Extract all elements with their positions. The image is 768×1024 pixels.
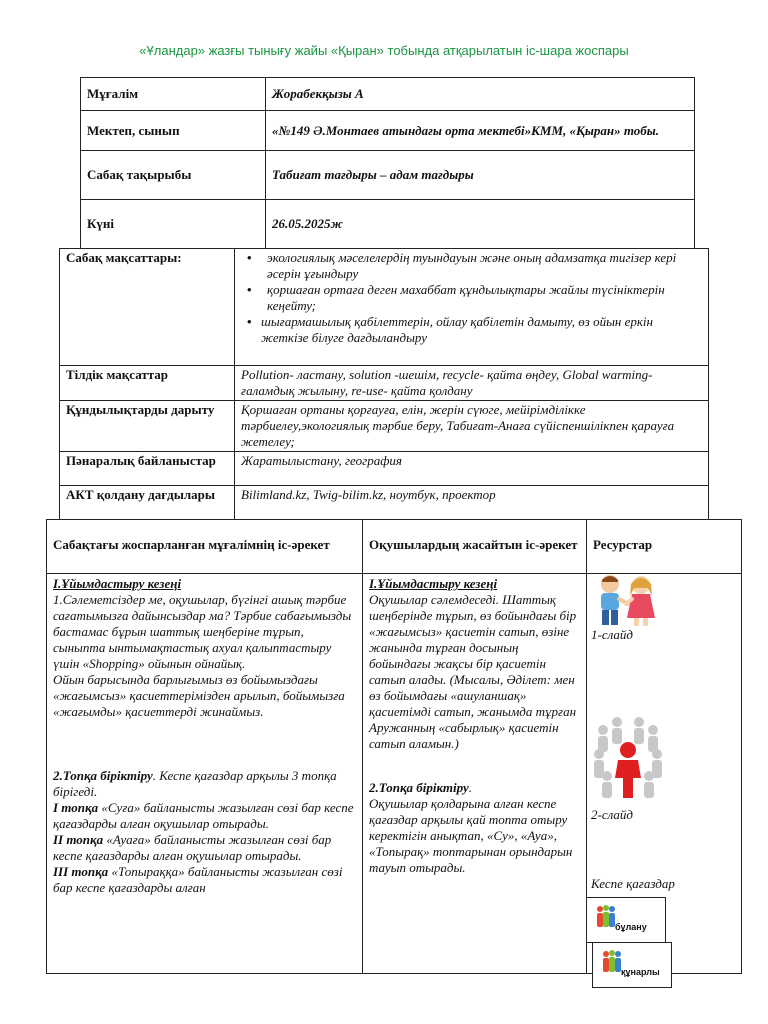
word-card [592, 942, 672, 988]
slide-2-label: 2-слайд [591, 807, 634, 822]
goals-label: Сабақ мақсаттары: [60, 249, 235, 366]
paragraph: 2.Топқа біріктіру. Кеспе қағаздар арқылы 3 топқа бірігеді. [53, 768, 337, 799]
goal-item: • экологиялық мәселелердің туындауын және оның адамзатқа тигізер кері әсерін ұғындыру [247, 250, 677, 281]
paragraph: Оқушылар сәлемдеседі. Шаттық шеңберінде тұрып, өз бойындағы бір «жағымсыз» қасиетін сатып, өзіне жанында тұрған досының бойындағы жақсы бір қасиетін сатып алады. (Мысалы, Әділет: мен өз бойымдағы «ашуланшақ» қасиетімді сатып, жанымда тұрған Аружанның «сабырлық» қасиетін сатып аламын.) [369, 592, 577, 751]
spacer [369, 752, 580, 780]
student-activities [363, 574, 587, 974]
row-value: Pollution- ластану, solution -шешім, recycle- қайта өңдеу, Global warming- ғаламдық жылыну, re-use- қайта қолдану [235, 366, 709, 401]
paragraph: ІІ топқа «Ауаға» байланысты жазылған сөзі бар кеспе қағаздарды алған оқушылар отырады. [53, 832, 332, 863]
word-card-text: құнарлы [621, 967, 660, 977]
slide-1-label: 1-слайд [591, 627, 634, 642]
goal-item: • шығармашылық қабілеттерін, ойлау қабілетін дамыту, өз ойын еркін жеткізе білуге дағдыландыру [247, 314, 653, 345]
teacher-column-header: Сабақтағы жоспарланған мұғалімнің іс-әрекет [47, 520, 363, 574]
bullet-icon: • [247, 314, 252, 329]
students-column-header: Оқушылардың жасайтын іс-әрекет [363, 520, 587, 574]
paragraph: ІІІ топқа «Топыраққа» байланысты жазылған сөзі бар кеспе қағаздарды алған [53, 864, 343, 895]
row-value: Жаратылыстану, география [235, 452, 709, 486]
spacer [53, 720, 356, 768]
lesson-goals-table [59, 248, 709, 520]
goals-list [241, 250, 702, 346]
row-label: Тілдік мақсаттар [60, 366, 235, 401]
section-title: І.Ұйымдастыру кезеңі [53, 576, 182, 591]
paragraph: Оқушылар қолдарына алған кеспе қағаздар арқылы қай топта отыру керектігін анықтап, «Су», «Ауа», «Топырақ» топтарынан орындарын тауып отырады. [369, 796, 573, 875]
paragraph: 2.Топқа біріктіру. [369, 780, 472, 795]
bullet-icon: • [247, 282, 252, 297]
paragraph: Ойын барысында барлығымыз өз бойымыздағы «жағымсыз» қасиеттерімізден арылып, бойымызға «жағымды» қасиеттерді жинаймыз. [53, 672, 345, 719]
row-label: Құндылықтарды дарыту [60, 401, 235, 452]
paragraph: 1.Сәлеметсіздер ме, оқушылар, бүгінгі ашық тәрбие сағатымызға дайынсыздар ма? Тәрбие сабағымызды бастамас бұрын шаттық шеңберіне тұрып, сыныпта ынтымақтастық ахуал қалыптастыру үшін «Shopping» ойынын ойнайық. [53, 592, 352, 671]
info-label: Күні [81, 200, 266, 249]
word-card [586, 897, 666, 943]
goals-cell [235, 249, 709, 366]
children-holding-hands-image [590, 572, 660, 628]
info-value: «№149 Ә.Монтаев атындағы орта мектебі»КММ, «Қыран» тобы. [266, 111, 695, 151]
goal-item: • қоршаған ортаға деген махаббат құндылықтары жайлы түсініктерін кеңейту; [247, 282, 665, 313]
document-title: «Ұландар» жазғы тынығу жайы «Қыран» тобында атқарылатын іс-шара жоспары [139, 43, 629, 58]
row-value: Қоршаған ортаны қорғауға, елін, жерін сүюге, мейірімділікке тәрбиелеу,экологиялық тәрбие беру, Табиғат-Анаға сүйіспеншілікпен қарауға жетелеу; [235, 401, 709, 452]
info-label: Мектеп, сынып [81, 111, 266, 151]
info-value: Табиғат тағдыры – адам тағдыры [266, 151, 695, 200]
teacher-activities [47, 574, 363, 974]
section-title: І.Ұйымдастыру кезеңі [369, 576, 498, 591]
info-value: 26.05.2025ж [266, 200, 695, 249]
info-label: Мұғалім [81, 78, 266, 111]
row-label: АКТ қолдану дағдылары [60, 486, 235, 520]
people-group-icon [595, 904, 617, 930]
row-label: Пәнаралық байланыстар [60, 452, 235, 486]
info-value: Жорабекқызы А [266, 78, 695, 111]
resources-column-header: Ресурстар [587, 520, 742, 574]
paragraph: І топқа «Суға» байланысты жазылған сөзі бар кеспе қағаздарды алған оқушылар отырады. [53, 800, 354, 831]
row-value: Bilimland.kz, Twig-bilim.kz, ноутбук, проектор [235, 486, 709, 520]
cut-cards-label: Кеспе қағаздар [591, 876, 675, 891]
teacher-info-table [80, 77, 695, 249]
word-card-text: бұлану [615, 922, 647, 932]
people-group-icon [601, 949, 623, 975]
bullet-icon: • [247, 250, 252, 265]
teamwork-circle-image [593, 714, 663, 802]
info-label: Сабақ тақырыбы [81, 151, 266, 200]
